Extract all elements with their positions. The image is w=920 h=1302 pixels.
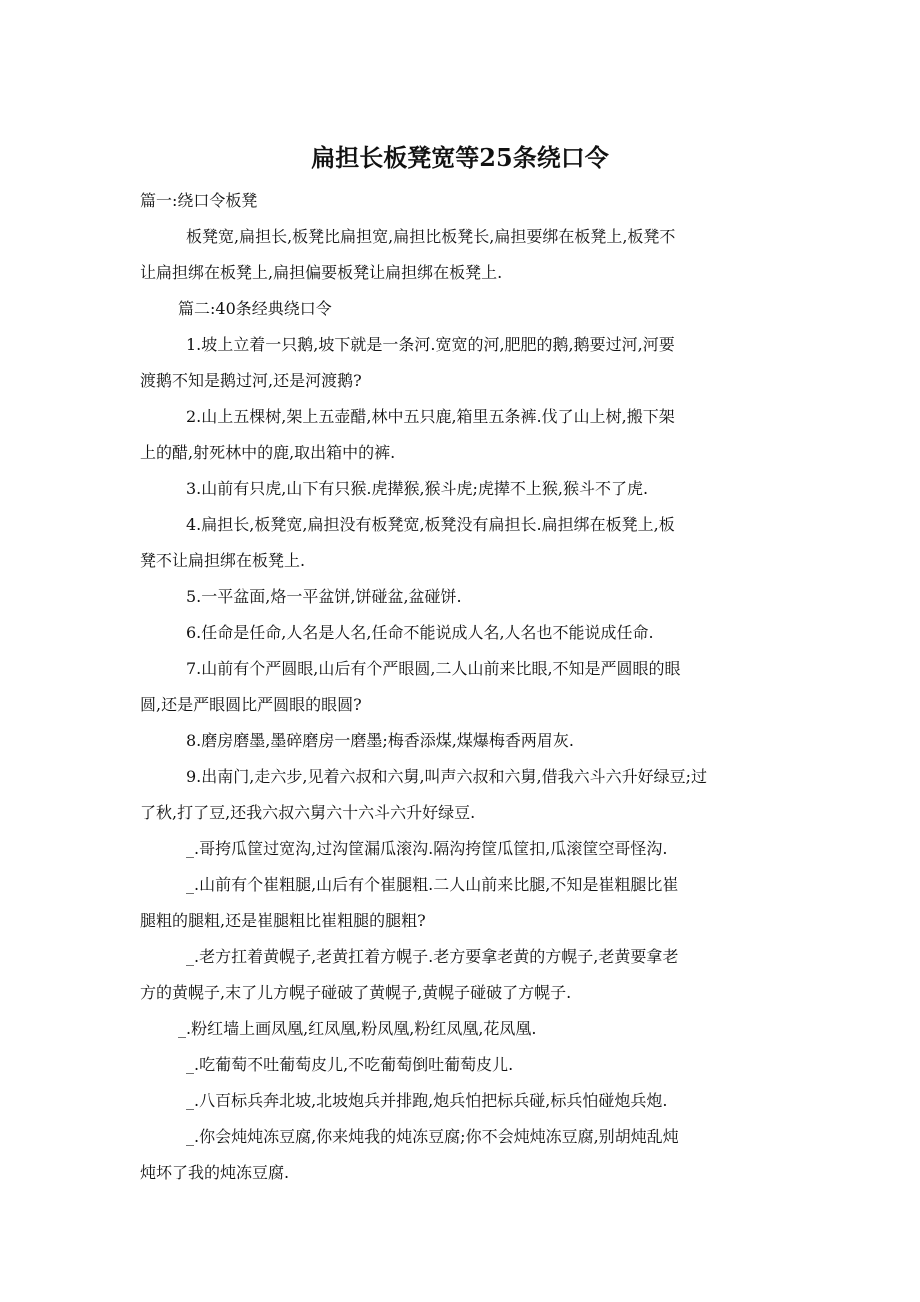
- item-line: 腿粗的腿粗,还是崔腿粗比崔粗腿的腿粗?: [140, 911, 426, 930]
- tongue-twister-9: [140, 766, 780, 824]
- paragraph-line: 板凳宽,扁担长,板凳比扁担宽,扁担比板凳长,扁担要绑在板凳上,板凳不: [186, 227, 676, 246]
- item-line: _.八百标兵奔北坡,北坡炮兵并排跑,炮兵怕把标兵碰,标兵怕碰炮兵炮.: [186, 1091, 668, 1110]
- item-line: 1.坡上立着一只鹅,坡下就是一条河.宽宽的河,肥肥的鹅,鹅要过河,河要: [186, 335, 675, 354]
- item-line: 2.山上五棵树,架上五壶醋,林中五只鹿,箱里五条裤.伐了山上树,搬下架: [186, 407, 675, 426]
- tongue-twister-11: [140, 874, 780, 932]
- section2-heading: 篇二:40条经典绕口令: [178, 299, 332, 318]
- tongue-twister-8: [140, 730, 780, 752]
- item-line: _.粉红墙上画凤凰,红凤凰,粉凤凰,粉红凤凰,花凤凰.: [178, 1019, 537, 1038]
- tongue-twister-2: [140, 406, 780, 464]
- item-line: 炖坏了我的炖冻豆腐.: [140, 1163, 290, 1182]
- tongue-twister-16: [140, 1126, 780, 1184]
- tongue-twister-6: [140, 622, 780, 644]
- item-line: 9.出南门,走六步,见着六叔和六舅,叫声六叔和六舅,借我六斗六升好绿豆;过: [186, 767, 708, 786]
- item-line: 7.山前有个严圆眼,山后有个严眼圆,二人山前来比眼,不知是严圆眼的眼: [186, 659, 681, 678]
- tongue-twister-1: [140, 334, 780, 392]
- item-line: _.哥挎瓜筐过宽沟,过沟筐漏瓜滚沟.隔沟挎筐瓜筐扣,瓜滚筐空哥怪沟.: [186, 839, 668, 858]
- item-line: 凳不让扁担绑在板凳上.: [140, 551, 306, 570]
- item-line: 上的醋,射死林中的鹿,取出箱中的裤.: [140, 443, 396, 462]
- tongue-twister-10: [140, 838, 780, 860]
- section1-paragraph: [140, 226, 780, 284]
- item-line: _.山前有个崔粗腿,山后有个崔腿粗.二人山前来比腿,不知是崔粗腿比崔: [186, 875, 679, 894]
- item-line: _.你会炖炖冻豆腐,你来炖我的炖冻豆腐;你不会炖炖冻豆腐,别胡炖乱炖: [186, 1127, 679, 1146]
- tongue-twister-13: [140, 1018, 780, 1040]
- tongue-twister-15: [140, 1090, 780, 1112]
- paragraph-line: 让扁担绑在板凳上,扁担偏要板凳让扁担绑在板凳上.: [140, 263, 503, 282]
- item-line: 方的黄幌子,末了儿方幌子碰破了黄幌子,黄幌子碰破了方幌子.: [140, 983, 572, 1002]
- item-line: 4.扁担长,板凳宽,扁担没有板凳宽,板凳没有扁担长.扁担绑在板凳上,板: [186, 515, 675, 534]
- item-line: 6.任命是任命,人名是人名,任命不能说成人名,人名也不能说成任命.: [186, 623, 654, 642]
- item-line: 8.磨房磨墨,墨碎磨房一磨墨;梅香添煤,煤爆梅香两眉灰.: [186, 731, 574, 750]
- item-line: _.老方扛着黄幌子,老黄扛着方幌子.老方要拿老黄的方幌子,老黄要拿老: [186, 947, 679, 966]
- tongue-twister-7: [140, 658, 780, 716]
- item-line: 圆,还是严眼圆比严圆眼的眼圆?: [140, 695, 362, 714]
- tongue-twister-12: [140, 946, 780, 1004]
- tongue-twister-3: [140, 478, 780, 500]
- item-line: 渡鹅不知是鹅过河,还是河渡鹅?: [140, 371, 362, 390]
- item-line: _.吃葡萄不吐葡萄皮儿,不吃葡萄倒吐葡萄皮儿.: [186, 1055, 514, 1074]
- item-line: 了秋,打了豆,还我六叔六舅六十六斗六升好绿豆.: [140, 803, 476, 822]
- tongue-twister-4: [140, 514, 780, 572]
- item-line: 3.山前有只虎,山下有只猴.虎撵猴,猴斗虎;虎撵不上猴,猴斗不了虎.: [186, 479, 649, 498]
- section1-heading: 篇一:绕口令板凳: [140, 191, 258, 210]
- tongue-twister-14: [140, 1054, 780, 1076]
- item-line: 5.一平盆面,烙一平盆饼,饼碰盆,盆碰饼.: [186, 587, 462, 606]
- document-title: 扁担长板凳宽等25条绕口令: [311, 143, 609, 172]
- tongue-twister-5: [140, 586, 780, 608]
